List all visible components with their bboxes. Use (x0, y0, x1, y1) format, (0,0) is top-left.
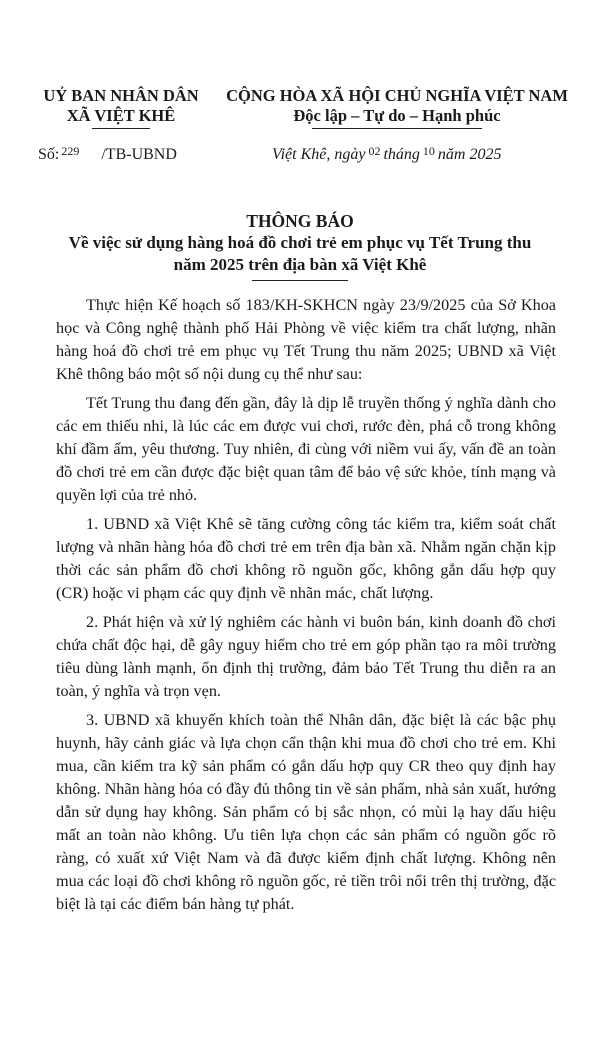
title-subject-line-1: Về việc sử dụng hàng hoá đồ chơi trẻ em phục vụ Tết Trung thu (68, 233, 532, 252)
motto: Độc lập – Tự do – Hạnh phúc (293, 106, 501, 125)
document-number (38, 144, 177, 164)
title-subject-line-2: năm 2025 trên địa bàn xã Việt Khê (173, 255, 427, 274)
place-and-date (272, 144, 501, 164)
number-suffix: /TB-UBND (101, 146, 177, 163)
paragraph-3: 1. UBND xã Việt Khê sẽ tăng cường công tác kiểm tra, kiểm soát chất lượng và nhãn hàng hóa đồ chơi trẻ em trên địa bàn xã. Nhằm ngăn chặn kịp thời các sản phẩm đồ chơi không rõ nguồn gốc, không gắn dấu hợp quy (CR) hoặc vi phạm các quy định về nhãn mác, chất lượng. (56, 515, 556, 602)
place-label: Việt Khê, ngày (272, 146, 366, 163)
number-label: Số: (38, 146, 60, 163)
authority-line-1: UỶ BAN NHÂN DÂN (43, 86, 199, 105)
document-body (56, 294, 556, 922)
month-label: tháng (383, 146, 420, 163)
document-title (20, 210, 580, 281)
national-motto (212, 86, 582, 129)
paragraph-2: Tết Trung thu đang đến gần, đây là dịp lễ truyền thống ý nghĩa dành cho các em thiếu nhi, là lúc các em được vui chơi, rước đèn, phá cỗ trong không khí đầm ấm, yêu thương. Tuy nhiên, đi cùng với niềm vui ấy, vấn đề an toàn đồ chơi trẻ em cần được đặc biệt quan tâm để bảo vệ sức khỏe, tính mạng và quyền lợi của trẻ nhỏ. (56, 394, 556, 504)
authority-underline (92, 128, 150, 129)
title-main: THÔNG BÁO (246, 211, 354, 231)
authority-line-2: XÃ VIỆT KHÊ (66, 106, 176, 125)
year-label: năm 2025 (437, 146, 502, 163)
month-value: 10 (422, 144, 435, 158)
motto-underline (312, 128, 482, 129)
number-value: 229 (61, 144, 80, 158)
title-underline (252, 280, 348, 281)
paragraph-1: Thực hiện Kế hoạch số 183/KH-SKHCN ngày 23/9/2025 của Sở Khoa học và Công nghệ thành phố Hải Phòng về việc kiểm tra chất lượng, nhãn hàng hoá đồ chơi trẻ em phục vụ Tết Trung thu năm 2025; UBND xã Việt Khê thông báo một số nội dung cụ thể như sau: (56, 296, 556, 383)
paragraph-4: 2. Phát hiện và xử lý nghiêm các hành vi buôn bán, kinh doanh đồ chơi chứa chất độc hại, dễ gây nguy hiểm cho trẻ em góp phần tạo ra môi trường tiêu dùng lành mạnh, ổn định thị trường, đảm bảo Tết Trung thu diễn ra an toàn, ý nghĩa và trọn vẹn. (56, 613, 556, 700)
issuing-authority (26, 86, 216, 129)
day-value: 02 (368, 144, 381, 158)
nation-name: CỘNG HÒA XÃ HỘI CHỦ NGHĨA VIỆT NAM (226, 86, 568, 105)
paragraph-5: 3. UBND xã khuyến khích toàn thể Nhân dân, đặc biệt là các bậc phụ huynh, hãy cảnh giác và lựa chọn cẩn thận khi mua đồ chơi cho trẻ em. Khi mua, cần kiểm tra kỹ sản phẩm có gắn dấu hợp quy CR theo quy định hay không. Nhãn hàng hóa có đầy đủ thông tin về sản phẩm, nhà sản xuất, hướng dẫn sử dụng hay không. Sản phẩm có bị sắc nhọn, có mùi lạ hay dấu hiệu mất an toàn nào không. Ưu tiên lựa chọn các sản phẩm có nguồn gốc rõ ràng, có xuất xứ Việt Nam và đã được kiểm định chất lượng. Không nên mua các loại đồ chơi không rõ nguồn gốc, rẻ tiền trôi nổi trên thị trường, đặc biệt là tại các điểm bán hàng tự phát. (56, 711, 556, 913)
